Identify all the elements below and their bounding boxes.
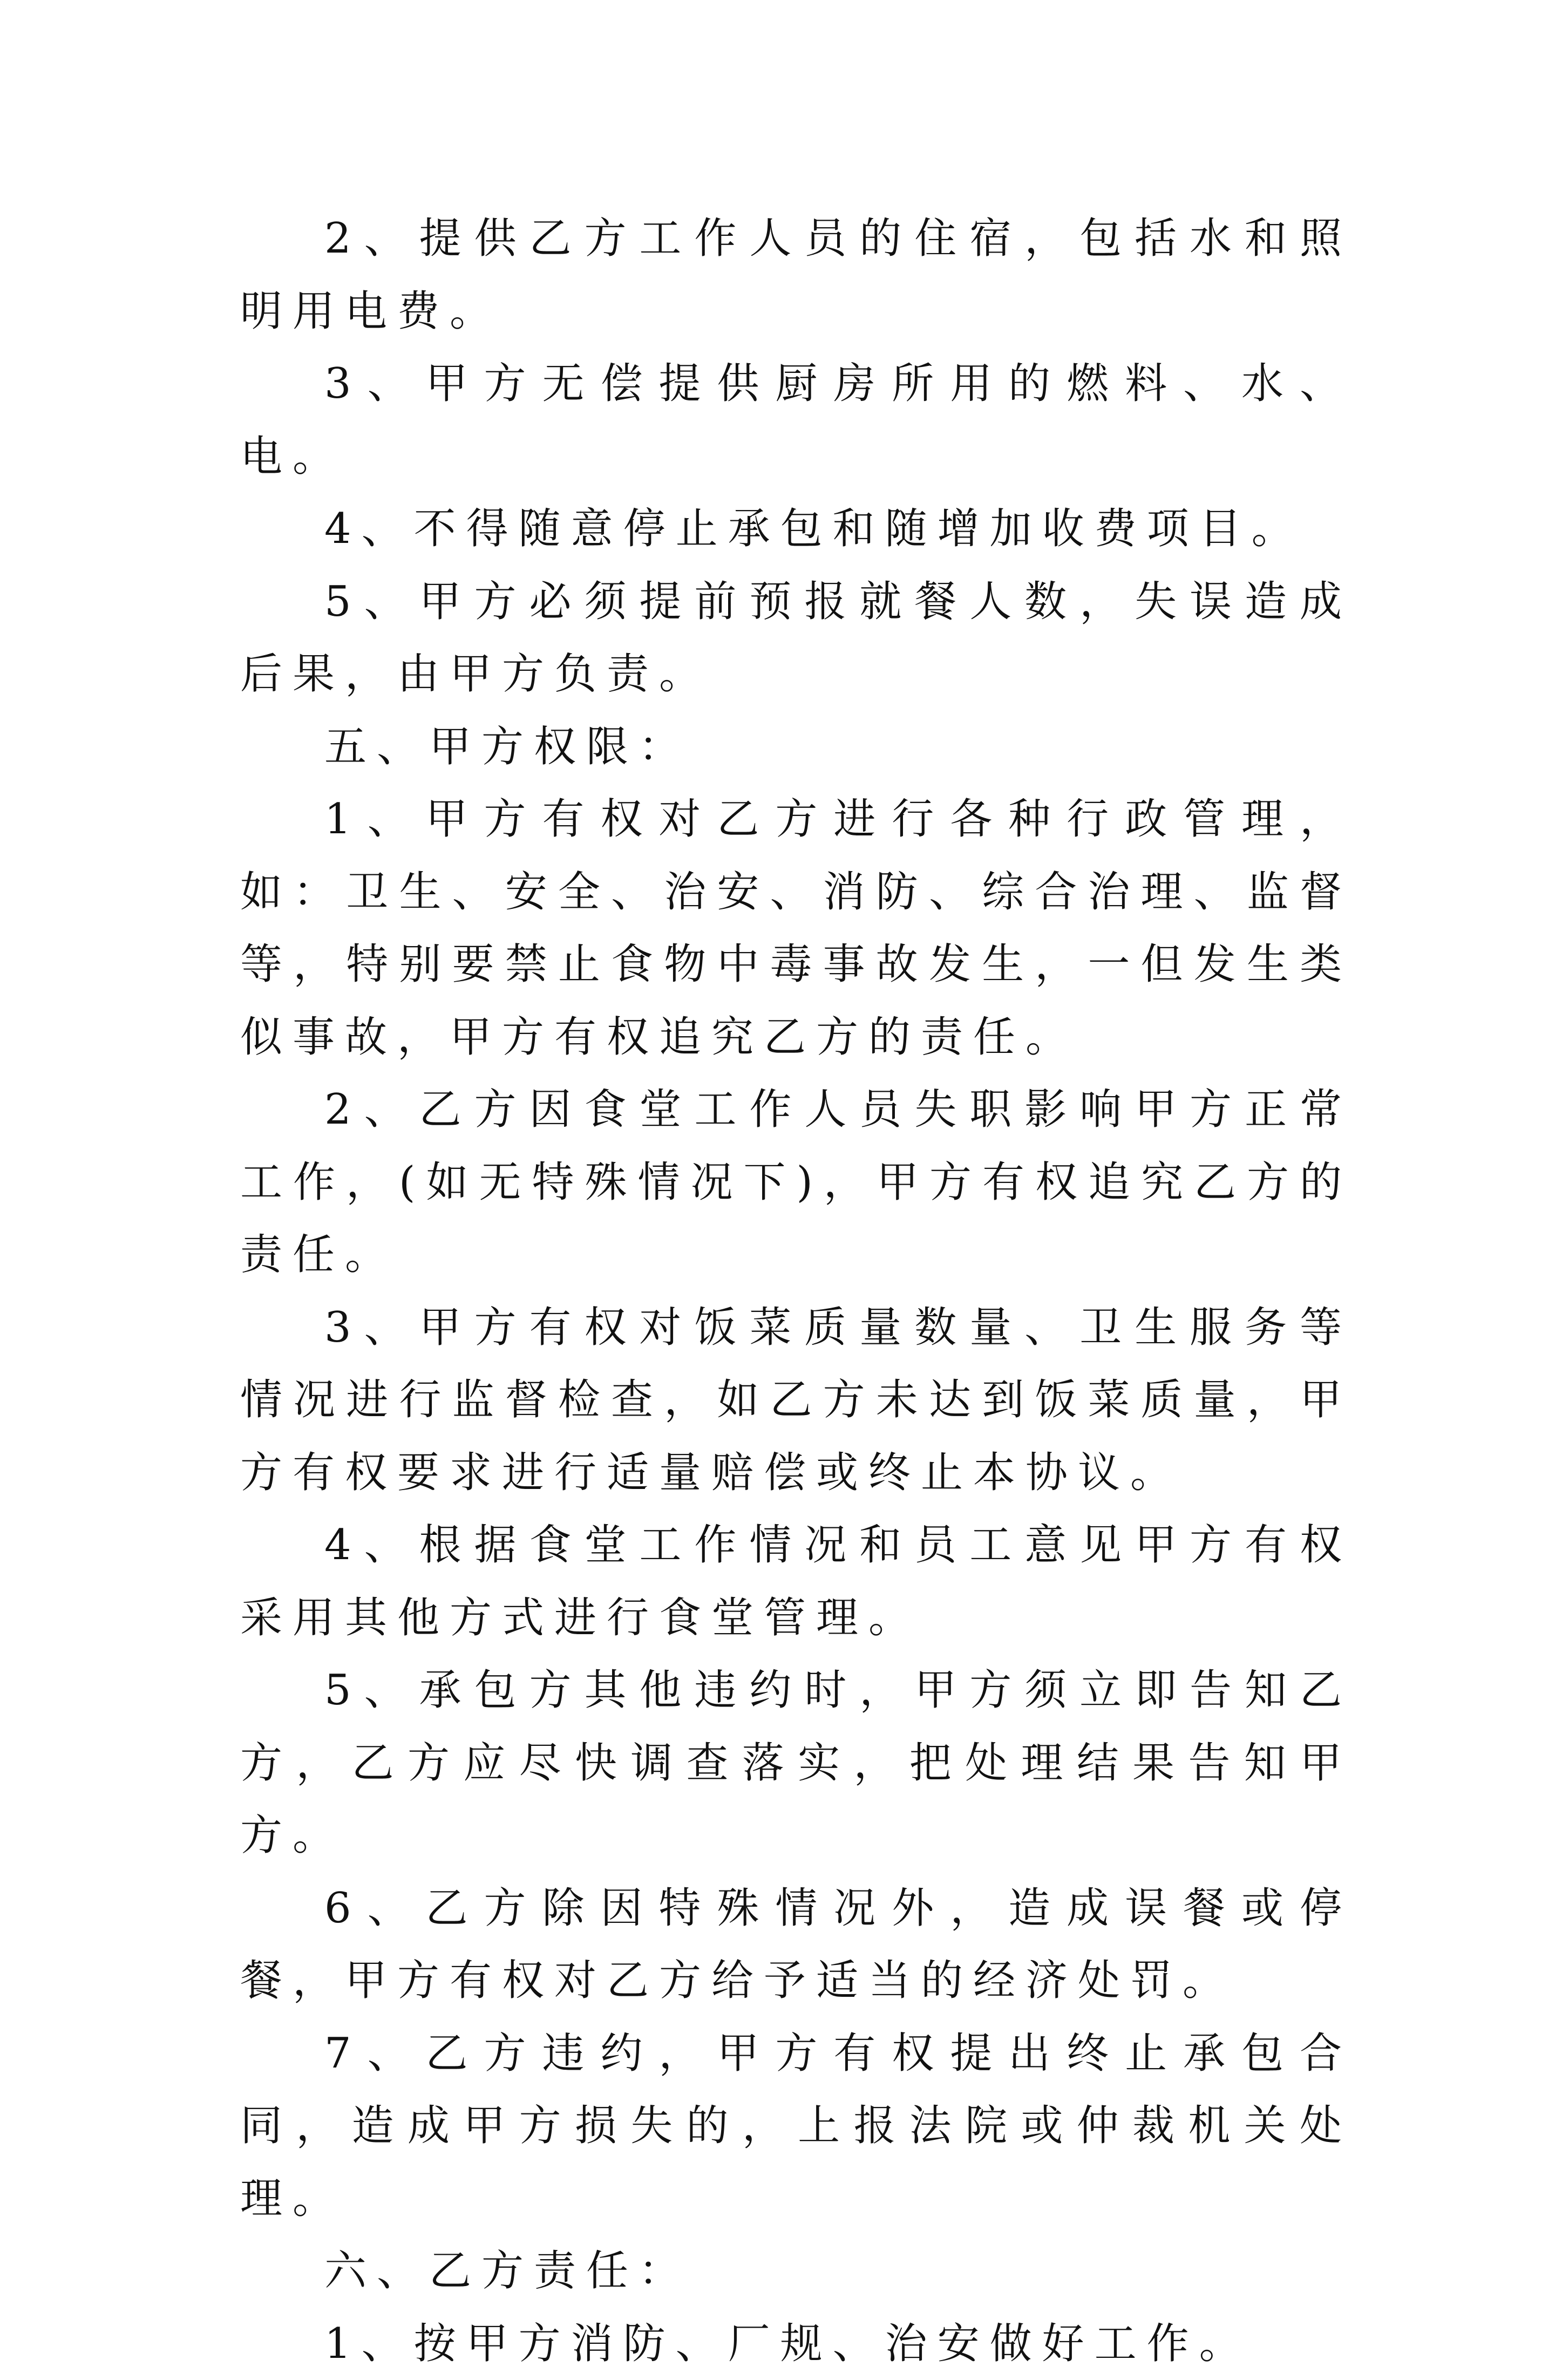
paragraph: 1、甲方有权对乙方进行各种行政管理，如：卫生、安全、治安、消防、综合治理、监督等，特别要禁止食物中毒事故发生，一但发生类似事故，甲方有权追究乙方的责任。 (240, 783, 1352, 1073)
section-heading: 六、乙方责任： (240, 2235, 1352, 2308)
paragraph: 3、甲方无偿提供厨房所用的燃料、水、电。 (240, 348, 1352, 493)
paragraph: 2、乙方因食堂工作人员失职影响甲方正常工作，(如无特殊情况下)，甲方有权追究乙方的责任。 (240, 1073, 1352, 1291)
paragraph: 6、乙方除因特殊情况外，造成误餐或停餐，甲方有权对乙方给予适当的经济处罚。 (240, 1872, 1352, 2017)
paragraph: 3、甲方有权对饭菜质量数量、卫生服务等情况进行监督检查，如乙方未达到饭菜质量，甲方有权要求进行适量赔偿或终止本协议。 (240, 1291, 1352, 1509)
paragraph: 4、不得随意停止承包和随增加收费项目。 (240, 493, 1352, 566)
document-body (240, 202, 1352, 2380)
paragraph: 5、承包方其他违约时，甲方须立即告知乙方，乙方应尽快调查落实，把处理结果告知甲方。 (240, 1654, 1352, 1872)
paragraph: 4、根据食堂工作情况和员工意见甲方有权采用其他方式进行食堂管理。 (240, 1509, 1352, 1654)
paragraph: 7、乙方违约，甲方有权提出终止承包合同，造成甲方损失的，上报法院或仲裁机关处理。 (240, 2017, 1352, 2235)
section-heading: 五、甲方权限： (240, 711, 1352, 784)
paragraph: 2、提供乙方工作人员的住宿，包括水和照明用电费。 (240, 202, 1352, 348)
paragraph: 1、按甲方消防、厂规、治安做好工作。 (240, 2308, 1352, 2380)
paragraph: 5、甲方必须提前预报就餐人数，失误造成后果，由甲方负责。 (240, 566, 1352, 711)
